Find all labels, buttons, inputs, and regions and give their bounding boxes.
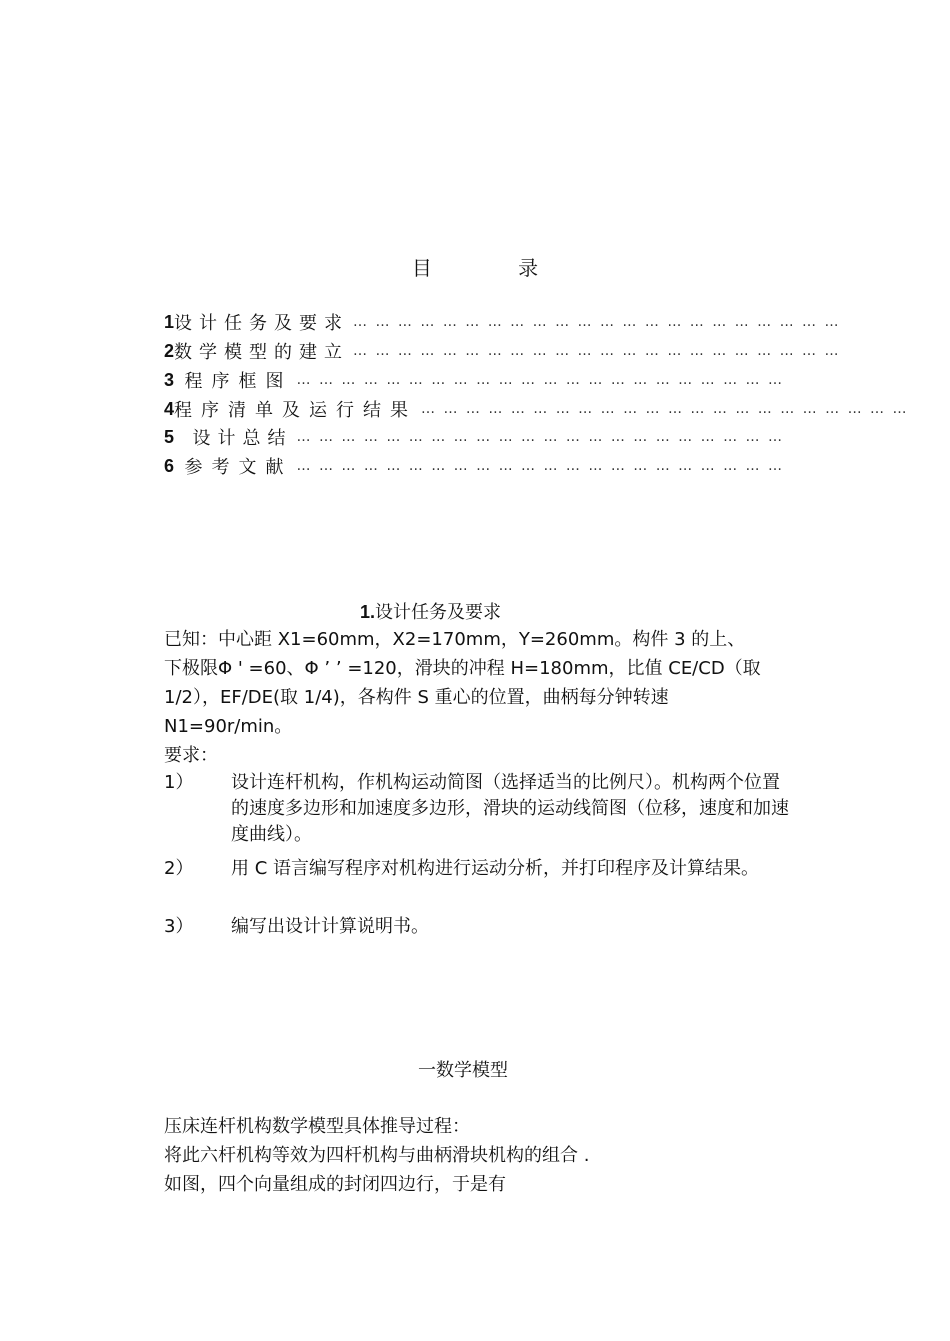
- paragraph-line: 压床连杆机构数学模型具体推导过程：: [164, 1116, 470, 1137]
- paragraph-line: N1=90r/min。: [164, 716, 293, 737]
- toc-item-label: 设计任务及要求: [174, 313, 350, 334]
- section-title: 设计任务及要求: [375, 602, 502, 623]
- paragraph-line: 下极限Φ ' =60、Φ ’ ’ =120，滑块的冲程 H=180mm，比值 CE/CD（取: [164, 658, 761, 679]
- toc-item-number: 2: [164, 340, 175, 361]
- requirement-number: 1）: [164, 772, 194, 793]
- toc-leader-dots: … … … … … … … … … … … … … … … … … … … … … …: [296, 429, 784, 445]
- toc-item-label: 程序框图: [184, 371, 293, 392]
- toc-item: [164, 396, 909, 422]
- toc-item-label: 设计总结: [192, 428, 293, 449]
- toc-item-number: 3: [164, 369, 175, 390]
- toc-item-number: 6: [164, 455, 175, 476]
- toc-leader-dots: … … … … … … … … … … … … … … … … … … … … … …: [296, 372, 784, 388]
- requirement-number: 2）: [164, 858, 194, 879]
- toc-item: [164, 453, 784, 479]
- paragraph-line: 已知：中心距 X1=60mm，X2=170mm，Y=260mm。构件 3 的上、: [164, 629, 746, 650]
- toc-item-label: 参考文献: [184, 457, 293, 478]
- toc-item: [164, 424, 784, 450]
- toc-item: [164, 367, 784, 393]
- requirement-item: [164, 856, 794, 910]
- requirement-text: 编写出设计计算说明书。: [231, 916, 429, 937]
- toc-leader-dots: … … … … … … … … … … … … … … … … … … … … … …: [353, 343, 841, 359]
- toc-title: 目 录: [411, 256, 579, 280]
- toc-item-number: 4: [164, 398, 175, 419]
- requirement-item: [164, 914, 794, 942]
- toc-leader-dots: … … … … … … … … … … … … … … … … … … … … … …: [421, 401, 909, 417]
- paragraph-line: 如图，四个向量组成的封闭四边行，于是有: [164, 1174, 506, 1195]
- toc-leader-dots: … … … … … … … … … … … … … … … … … … … … … …: [353, 314, 841, 330]
- requirement-number: 3）: [164, 916, 194, 937]
- toc-item: [164, 309, 841, 335]
- paragraph-line: 1/2），EF/DE(取 1/4)，各构件 S 重心的位置，曲柄每分钟转速: [164, 687, 669, 708]
- requirement-text: 用 C 语言编写程序对机构进行运动分析，并打印程序及计算结果。: [231, 858, 760, 879]
- requirement-item: [164, 770, 794, 850]
- section-number: 1.: [360, 602, 376, 622]
- toc-item: [164, 338, 841, 364]
- toc-item-label: 数学模型的建立: [174, 342, 350, 363]
- section-heading: 一数学模型: [418, 1060, 508, 1081]
- section-heading: [360, 598, 501, 624]
- given-paragraph: [164, 625, 761, 741]
- model-paragraph: [164, 1112, 589, 1199]
- requirements-label: 要求：: [164, 745, 218, 766]
- toc-item-number: 5: [164, 426, 175, 447]
- requirement-text: 设计连杆机构，作机构运动简图（选择适当的比例尺）。机构两个位置的速度多边形和加速度多边形，滑块的运动线简图（位移，速度和加速度曲线）。: [231, 772, 789, 845]
- toc-item-number: 1: [164, 311, 175, 332]
- toc-item-label: 程序清单及运行结果: [174, 400, 418, 421]
- paragraph-line: 将此六杆机构等效为四杆机构与曲柄滑块机构的组合 .: [164, 1145, 590, 1166]
- toc-leader-dots: … … … … … … … … … … … … … … … … … … … … … …: [296, 458, 784, 474]
